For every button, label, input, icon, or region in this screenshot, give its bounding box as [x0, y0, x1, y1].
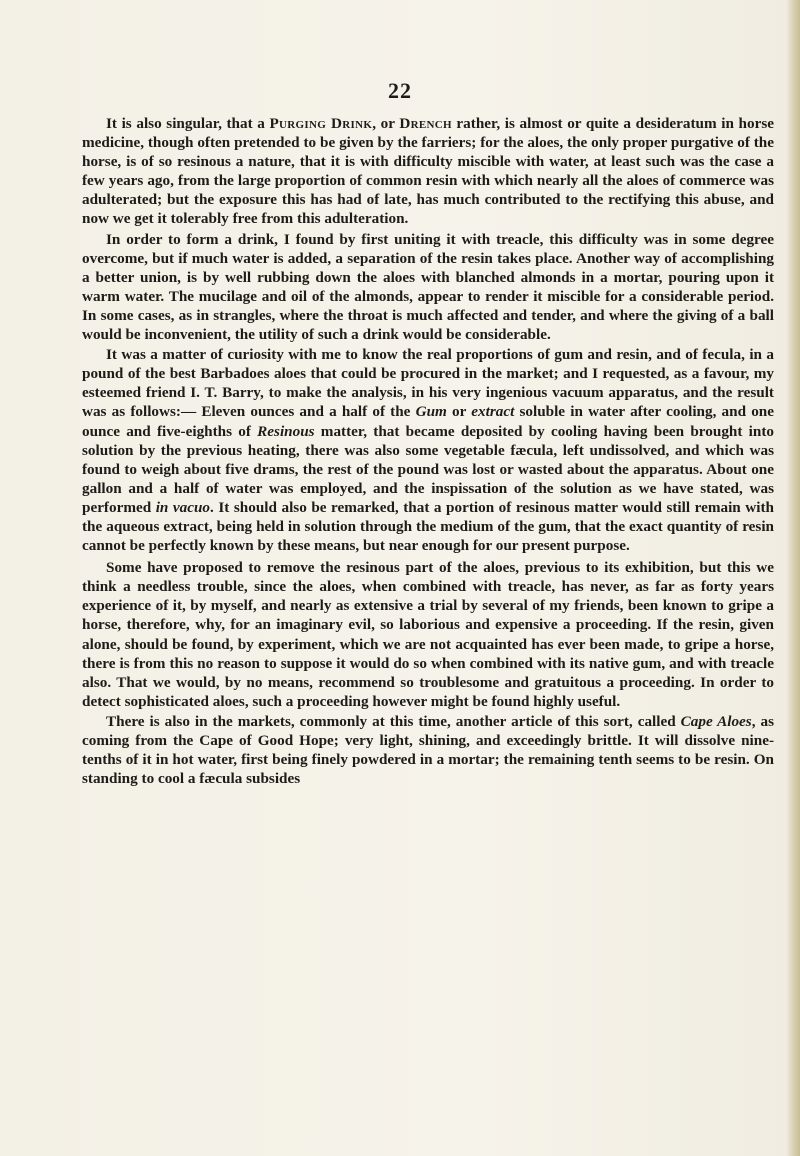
paragraph-5: There is also in the markets, commonly at this time, another article of this sort, called Cape Aloes, as coming from the Cape of Good Hope; very light, shining, and exceedingly brittle. It will dissolve nine-tenths of it in hot water, first being finely powdered in a mortar; the remaining tenth seems to be resin. On standing to cool a fæcula subsides [82, 712, 774, 788]
paragraph-3: It was a matter of curiosity with me to know the real proportions of gum and resin, and of fecula, in a pound of the best Barbadoes aloes that could be procured in the market; and I requested, as a favour, my esteemed friend I. T. Barry, to make the analysis, in his very ingenious vacuum apparatus, and the result was as follows:— Eleven ounces and a half of the Gum or extract soluble in water after cooling, and one ounce and five-eighths of Resinous matter, that became deposited by cooling having been brought into solution by the previous heating, there was also some vegetable fæcula, left undissolved, and which was found to weigh about five drams, the rest of the pound was lost or wasted about the apparatus. About one gallon and a half of water was employed, and the inspissation of the solution as we have stated, was performed in vacuo. It should also be remarked, that a portion of resinous matter would still remain with the aqueous extract, being held in solution through the medium of the gum, that the exact quantity of resin cannot be perfectly known by these means, but near enough for our present purpose. [82, 346, 774, 555]
body-text [82, 114, 774, 788]
paragraph-2: In order to form a drink, I found by first uniting it with treacle, this difficulty was in some degree overcome, but if much water is added, a separation of the resin takes place. Another way of accomplishing a better union, is by well rubbing down the aloes with blanched almonds in a mortar, pouring upon it warm water. The mucilage and oil of the almonds, appear to render it miscible for a considerable period. In some cases, as in strangles, where the throat is much affected and tender, and where the giving of a ball would be inconvenient, the utility of such a drink would be considerable. [82, 230, 774, 344]
term-drench: Drench [399, 115, 452, 132]
page-edge-shadow [786, 0, 800, 1156]
term-gum: Gum [415, 403, 447, 421]
term-purging-drink: Purging Drink [269, 115, 373, 132]
paragraph-4: Some have proposed to remove the resinous part of the aloes, previous to its exhibition, but this we think a needless trouble, since the aloes, when combined with treacle, has never, as far as forty years experience of it, by myself, and nearly as extensive a trial by several of my friends, been known to gripe a horse, therefore, why, for an imaginary evil, so laborious and expensive a proceeding. If the resin, given alone, should be found, by experiment, which we are not acquainted has ever been made, to gripe a horse, there is from this no reason to suppose it would do so when combined with its native gum, and with treacle also. That we would, by no means, recommend so troublesome and gratuitous a proceeding. In order to detect sophisticated aloes, such a proceeding however might be found highly useful. [82, 559, 774, 710]
page-number: 22 [388, 78, 412, 103]
term-in-vacuo: in vacuo [155, 498, 211, 516]
term-cape-aloes: Cape Aloes [680, 712, 752, 730]
paragraph-1: It is also singular, that a Purging Drink, or Drench rather, is almost or quite a desideratum in horse medicine, though often pretended to be given by the farriers; for the aloes, the only proper purgative of the horse, is of so resinous a nature, that it is with difficulty miscible with water, at least such was the case a few years ago, from the large proportion of common resin with which nearly all the aloes of commerce was adulterated; but the exposure this has had of late, has much contributed to the rectifying this abuse, and now we get it tolerably free from this adulteration. [82, 115, 774, 228]
term-resinous: Resinous [257, 422, 315, 440]
term-extract: extract [471, 403, 515, 421]
